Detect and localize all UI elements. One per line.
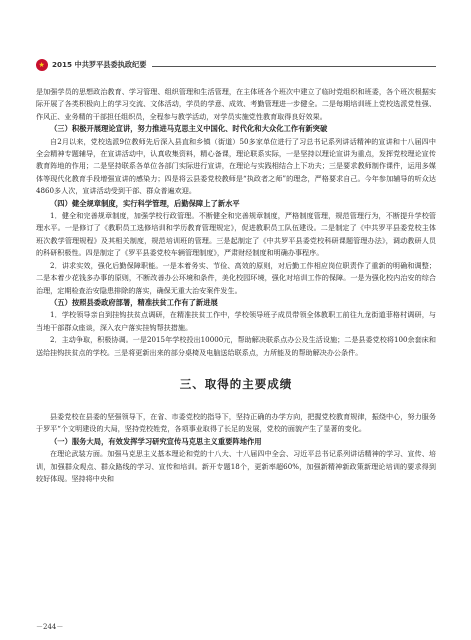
- paragraph: 2．讲求实效，强化后勤保障职能。一是本着务实、节俭、高效的原则，对后勤工作相应岗位职责作了重新的明确和调整；二是本着少花钱多办事的原则，不断改善办公环境和条件，美化校园环境，强化对培训工作的保障。一是为强化校内治安的综合治理，定期检查治安隐患排除的落实，确保无重大治安案件发生。: [36, 260, 436, 295]
- page-number: －244－: [36, 623, 64, 631]
- paragraph: 1．健全和完善规章制度，加强学校行政管理。不断健全和完善规章制度，严格制度管理，规范管理行为，不断提升学校管理水平。一是修订了《教职员工选修培训和学历教育管理规定》，促进教职员工队伍建设。二是制定了《中共罗平县委党校主体班次教学管理规程》及其相关制度，规范培训班的管理。三是起制定了《中共罗平县委党校科研课题管理办法》，调动教研人员的科研积极性。四是制定了《罗平县委党校车辆管理制度》，严肃财经制度和明确办事程序。: [36, 211, 436, 258]
- paragraph: 自2月以来，党校选派9位教师先后深入县直和乡镇（街道）50多家单位进行了习总书记系列讲话精神的宣讲和十八届四中全会精神专题辅导，在宣讲活动中，认真收集资料，精心备课，理论联系实际，一是坚持以理论宣讲为重点，发挥党校理论宣传教育阵地的作用；二是坚持联系各单位各部门实际进行宣讲，在理论与实践相结合上下功夫；三是要求教师制作课件，运用多媒体等现代化教育手段增强宣讲的感染力；四是将云县委党校教师是“执政者之师”的理念，严格要求自己。今年参加辅导的听众达4860多人次，宣讲活动受到干部、群众普遍欢迎。: [36, 136, 436, 196]
- subsection-heading: （一）服务大局，有效发挥学习研究宣传马克思主义重要阵地作用: [50, 436, 262, 446]
- header-title: 2015 中共罗平县委执政纪要: [52, 60, 147, 69]
- party-emblem-icon: [36, 59, 48, 71]
- body-text: [36, 86, 436, 485]
- subsection-heading: （四）健全规章制度，实行科学管理，后勤保障上了新水平: [50, 198, 240, 208]
- paragraph: 2．主动争取，积极协调。一是2015年学校投出10000元，帮助解决联系点办公及生活设施；二是县委党校将100余套床和送给挂钩扶贫点的学校。三是将更新出来的部分桌椅及电脑送给联系点，力所能及的帮助解决办公条件。: [36, 335, 436, 357]
- subsection-heading: （五）按照县委政府部署，精准扶贫工作有了新进展: [50, 297, 218, 307]
- section-title: 三、取得的主要成绩: [179, 376, 293, 391]
- paragraph: 县委党校在县委的坚强领导下，在省、市委党校的指导下，坚持正确的办学方向，把握党校教育规律，振绕中心，努力服务于罗平“个文明建设的大局，坚持党校姓党，各项事业取得了长足的发展，党校的面貌产生了显著的变化。: [36, 411, 436, 434]
- paragraph: 是加强学员的思想政治教育、学习管理、组织管理和生活管理，在主体班各个班次中建立了临时党组织和班委，各个班次根据实际开展了各类积极向上的学习交流、文体活动，学员的学意、成效、考勤管理进一步健全。二是每期培训班上党校选派党性强、作风正、业务精的干部担任组织员，全程参与教学活动，对学员实施党性教育取得良好效果。: [36, 87, 436, 121]
- subsection-heading: （三）积极开展理论宣讲，努力推进马克思主义中国化、时代化和大众化工作有新突破: [50, 124, 328, 134]
- paragraph: 1．学校领导亲自到挂钩扶贫点调研，在精准扶贫工作中，学校领导班子成员带领全体教职工前往九龙街道菲格村调研，与当地干部群众座谈，深入农户落实挂钩帮扶措施。: [36, 310, 436, 332]
- running-header: [36, 58, 436, 72]
- header-rule: [152, 66, 436, 67]
- paragraph: 在理论武装方面。加强马克思主义基本理论和党的十八大、十八届四中全会、习近平总书记系列讲话精神的学习、宣传、培训，加强群众观点、群众路线的学习、宣传和培训。新开专题18个，更新率超60%，加强新精神新政策新理论培训的要求得到较好体现。坚持将中央和: [36, 449, 436, 483]
